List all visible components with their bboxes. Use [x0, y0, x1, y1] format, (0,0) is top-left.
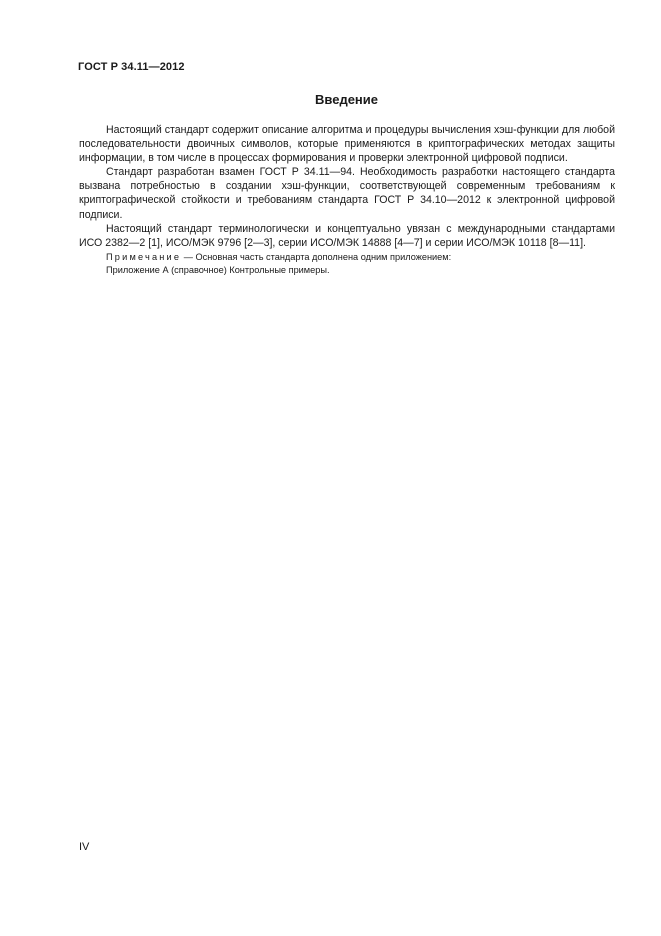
note-line [106, 251, 615, 264]
note-text: — Основная часть стандарта дополнена одним приложением: [181, 251, 452, 262]
page-number: IV [79, 841, 90, 853]
note-block [79, 251, 615, 277]
section-title: Введение [315, 92, 378, 107]
note-appendix: Приложение А (справочное) Контрольные примеры. [106, 265, 330, 276]
paragraph-1: Настоящий стандарт содержит описание алгоритма и процедуры вычисления хэш-функции для любой последовательности двоичных символов, которые применяются в криптографических методах защиты информации, в том числе в процессах формирования и проверки электронной цифровой подписи. [79, 124, 615, 165]
document-identifier: ГОСТ Р 34.11—2012 [78, 61, 185, 73]
introduction-body [79, 123, 615, 277]
note-label: Примечание [106, 251, 182, 262]
paragraph-3: Настоящий стандарт терминологически и концептуально увязан с международными стандартами ИСО 2382—2 [1], ИСО/МЭК 9796 [2—3], серии ИСО/МЭК 14888 [4—7] и серии ИСО/МЭК 10118 [8—11]. [79, 222, 615, 249]
paragraph-2: Стандарт разработан взамен ГОСТ Р 34.11—94. Необходимость разработки настоящего стандарта вызвана потребностью в создании хэш-функции, соответствующей современным требованиям к криптографической стойкости и требованиям стандарта ГОСТ Р 34.10—2012 к электронной цифровой подписи. [79, 166, 615, 221]
